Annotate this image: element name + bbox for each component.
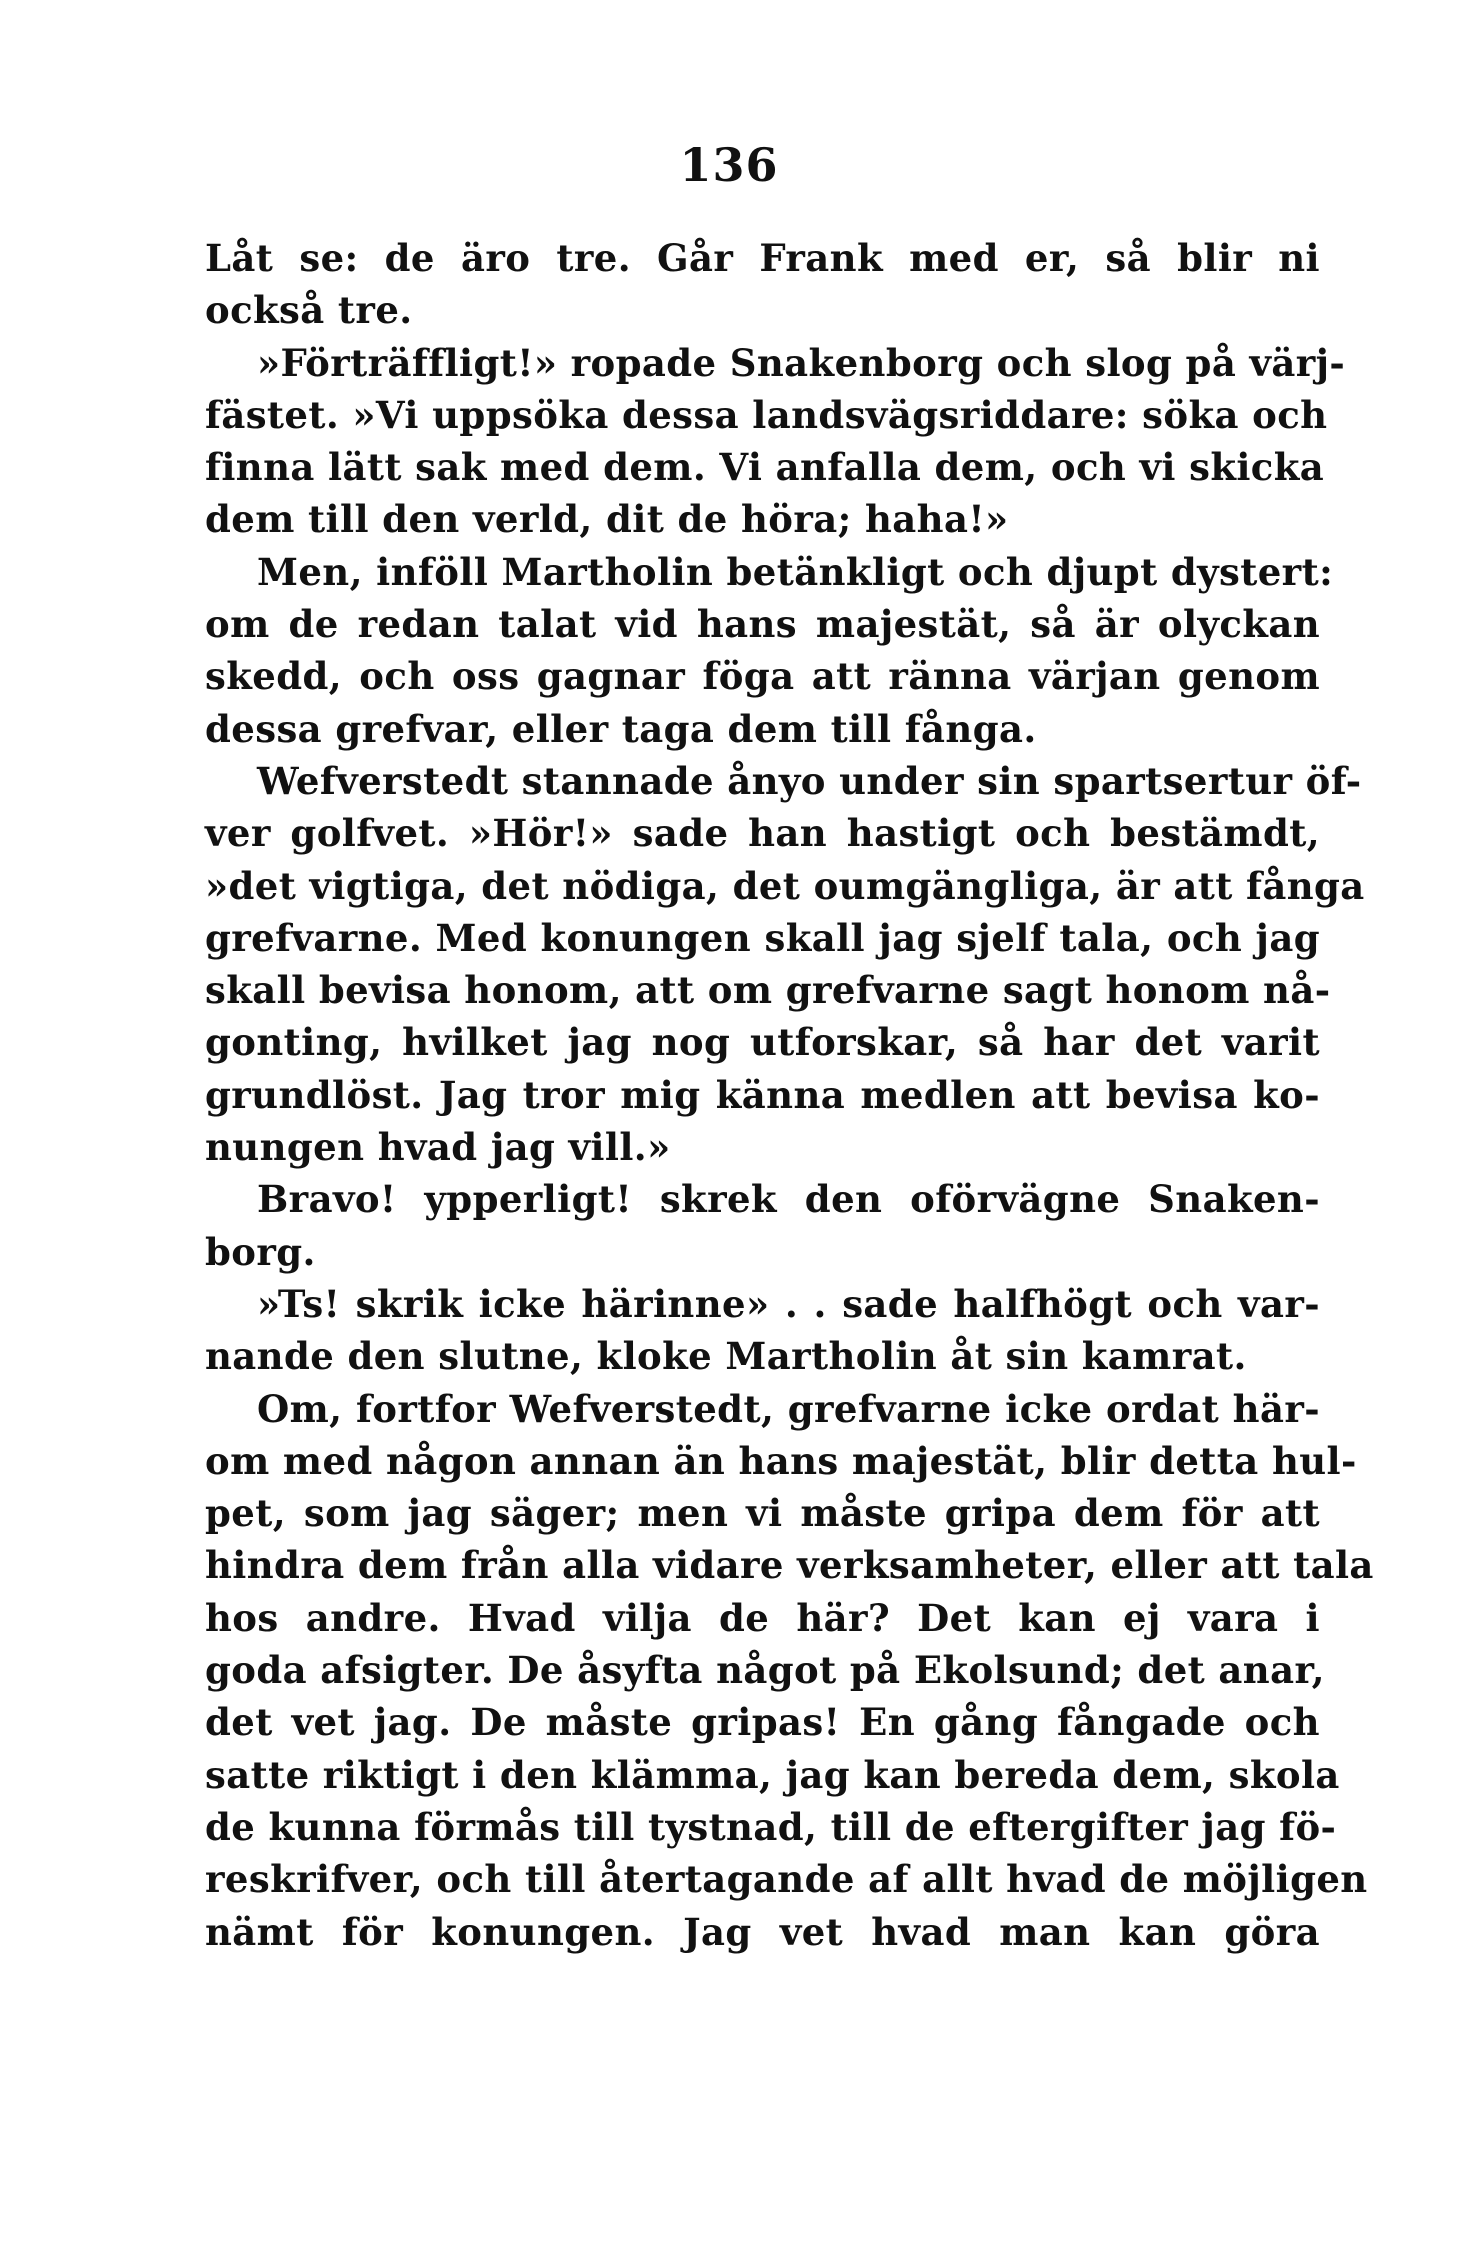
text-line: borg. [205,1229,316,1274]
text-line: finna lätt sak med dem. Vi anfalla dem, och vi skicka [205,445,1325,490]
text-line: Wefverstedt stannade ånyo under sin spartsertur öf- [257,758,1362,803]
text-line: »Ts! skrik icke härinne» . . sade halfhögt och var- [257,1281,1320,1326]
text-line: dem till den verld, dit de höra; haha!» [205,497,1009,542]
text-line: satte riktigt i den klämma, jag kan bereda dem, skola [205,1752,1340,1797]
text-line: fästet. »Vi uppsöka dessa landsvägsriddare: söka och [205,392,1328,437]
text-line: nämt för konungen. Jag vet hvad man kan göra [205,1909,1320,1954]
text-line: Bravo! ypperligt! skrek den oförvägne Snaken- [257,1177,1320,1222]
body-text [205,232,1374,1958]
text-line: pet, som jag säger; men vi måste gripa dem för att [205,1491,1320,1536]
text-line: nungen hvad jag vill.» [205,1125,671,1170]
text-line: »det vigtiga, det nödiga, det oumgängliga, är att fånga [205,863,1365,908]
text-line: skedd, och oss gagnar föga att ränna värjan genom [205,654,1320,699]
text-line: goda afsigter. De åsyfta något på Ekolsund; det anar, [205,1648,1325,1693]
text-line: det vet jag. De måste gripas! En gång fångade och [205,1700,1320,1745]
text-line: gonting, hvilket jag nog utforskar, så har det varit [205,1020,1320,1065]
text-line: hos andre. Hvad vilja de här? Det kan ej vara i [205,1595,1320,1640]
text-line: hindra dem från alla vidare verksamheter, eller att tala [205,1543,1374,1588]
text-line: reskrifver, och till återtagande af allt hvad de möjligen [205,1857,1368,1902]
text-line: Men, inföll Martholin betänkligt och djupt dystert: [257,549,1334,594]
text-line: dessa grefvar, eller taga dem till fånga. [205,706,1037,751]
text-line: om de redan talat vid hans majestät, så är olyckan [205,602,1320,647]
text-line: grefvarne. Med konungen skall jag sjelf tala, och jag [205,915,1320,960]
text-line: de kunna förmås till tystnad, till de eftergifter jag fö- [205,1804,1337,1849]
text-line: Om, fortfor Wefverstedt, grefvarne icke ordat här- [257,1386,1320,1431]
text-line: också tre. [205,288,413,333]
text-line: »Förträffligt!» ropade Snakenborg och slog på värj- [257,340,1346,385]
text-line: om med någon annan än hans majestät, blir detta hul- [205,1438,1357,1483]
text-line: nande den slutne, kloke Martholin åt sin kamrat. [205,1334,1247,1379]
page-number: 136 [679,138,779,192]
text-line: grundlöst. Jag tror mig känna medlen att bevisa ko- [205,1072,1320,1117]
text-line: Låt se: de äro tre. Går Frank med er, så blir ni [205,236,1320,280]
text-line: ver golfvet. »Hör!» sade han hastigt och bestämdt, [205,811,1320,856]
text-line: skall bevisa honom, att om grefvarne sagt honom nå- [205,968,1331,1013]
